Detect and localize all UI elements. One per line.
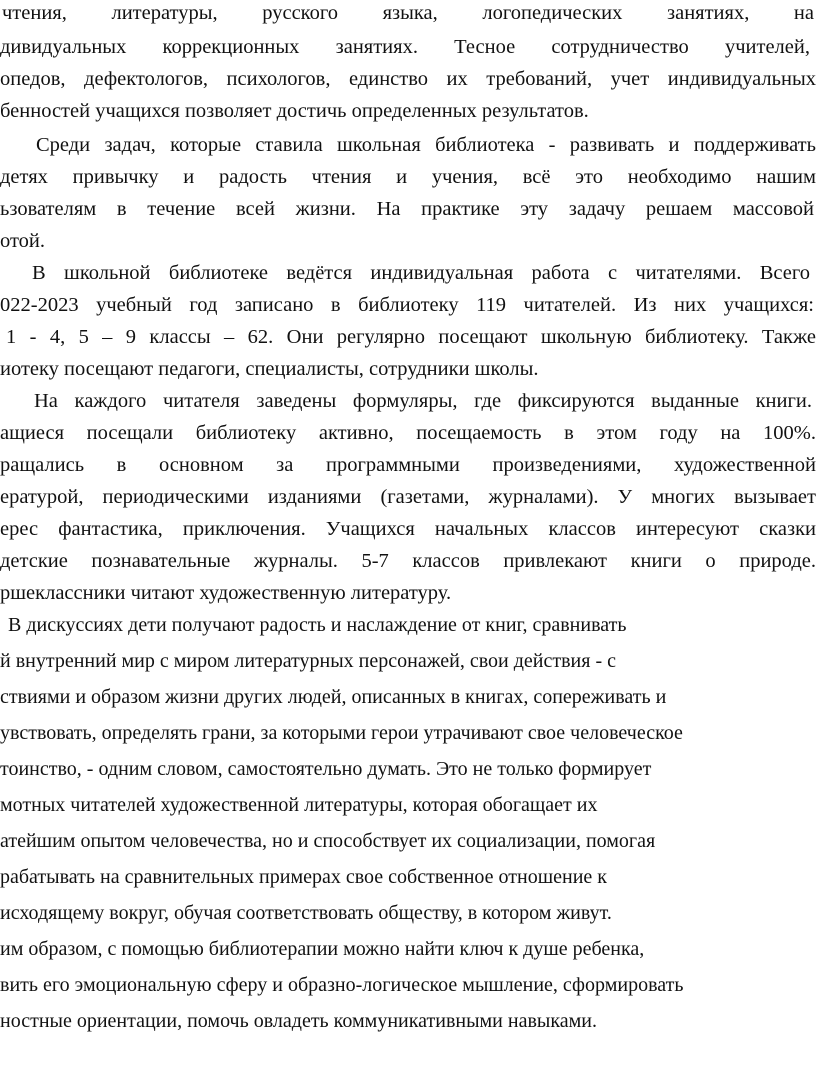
- text-line: отой.: [0, 230, 46, 252]
- text-line: й внутренний мир с миром литературных персонажей, свои действия - с: [0, 650, 616, 672]
- text-line: ьзователям в течение всей жизни. На практике эту задачу решаем массовой: [0, 198, 814, 220]
- text-line: чтения, литературы, русского языка, логопедических занятиях, на: [2, 2, 814, 24]
- text-line: детские познавательные журналы. 5-7 классов привлекают книги о природе.: [0, 550, 816, 572]
- text-line: На каждого читателя заведены формуляры, где фиксируются выданные книги.: [34, 390, 812, 412]
- text-line: увствовать, определять грани, за которыми герои утрачивают свое человеческое: [0, 722, 683, 744]
- text-line: 022-2023 учебный год записано в библиотеку 119 читателей. Из них учащихся:: [0, 294, 814, 316]
- text-line: иотеку посещают педагоги, специалисты, сотрудники школы.: [0, 358, 539, 380]
- text-line: Среди задач, которые ставила школьная библиотека - развивать и поддерживать: [36, 134, 816, 156]
- text-line: В дискуссиях дети получают радость и наслаждение от книг, сравнивать: [8, 614, 627, 636]
- text-line: детях привычку и радость чтения и учения, всё это необходимо нашим: [0, 166, 816, 188]
- text-line: ращались в основном за программными произведениями, художественной: [0, 454, 816, 476]
- text-line: им образом, с помощью библиотерапии можно найти ключ к душе ребенка,: [0, 938, 645, 960]
- text-line: дивидуальных коррекционных занятиях. Тесное сотрудничество учителей,: [0, 36, 810, 58]
- text-line: ршеклассники читают художественную литературу.: [0, 582, 452, 604]
- text-line: опедов, дефектологов, психологов, единство их требований, учет индивидуальных: [0, 68, 816, 90]
- text-line: бенностей учащихся позволяет достичь определенных результатов.: [0, 100, 589, 122]
- text-line: тоинство, - одним словом, самостоятельно думать. Это не только формирует: [0, 758, 652, 780]
- text-line: ерес фантастика, приключения. Учащихся начальных классов интересуют сказки: [0, 518, 816, 540]
- text-line: ературой, периодическими изданиями (газетами, журналами). У многих вызывает: [0, 486, 816, 508]
- text-line: мотных читателей художественной литературы, которая обогащает их: [0, 794, 598, 816]
- text-line: исходящему вокруг, обучая соответствовать обществу, в котором живут.: [0, 902, 612, 924]
- text-line: В школьной библиотеке ведётся индивидуальная работа с читателями. Всего: [32, 262, 810, 284]
- text-line: 1 - 4, 5 – 9 классы – 62. Они регулярно посещают школьную библиотеку. Также: [6, 326, 816, 348]
- text-line: ствиями и образом жизни других людей, описанных в книгах, сопереживать и: [0, 686, 667, 708]
- text-line: рабатывать на сравнительных примерах свое собственное отношение к: [0, 866, 608, 888]
- text-line: атейшим опытом человечества, но и способствует их социализации, помогая: [0, 830, 656, 852]
- text-line: ностные ориентации, помочь овладеть коммуникативными навыками.: [0, 1010, 597, 1032]
- text-line: ащиеся посещали библиотеку активно, посещаемость в этом году на 100%.: [0, 422, 816, 444]
- text-line: вить его эмоциональную сферу и образно-логическое мышление, сформировать: [0, 974, 684, 996]
